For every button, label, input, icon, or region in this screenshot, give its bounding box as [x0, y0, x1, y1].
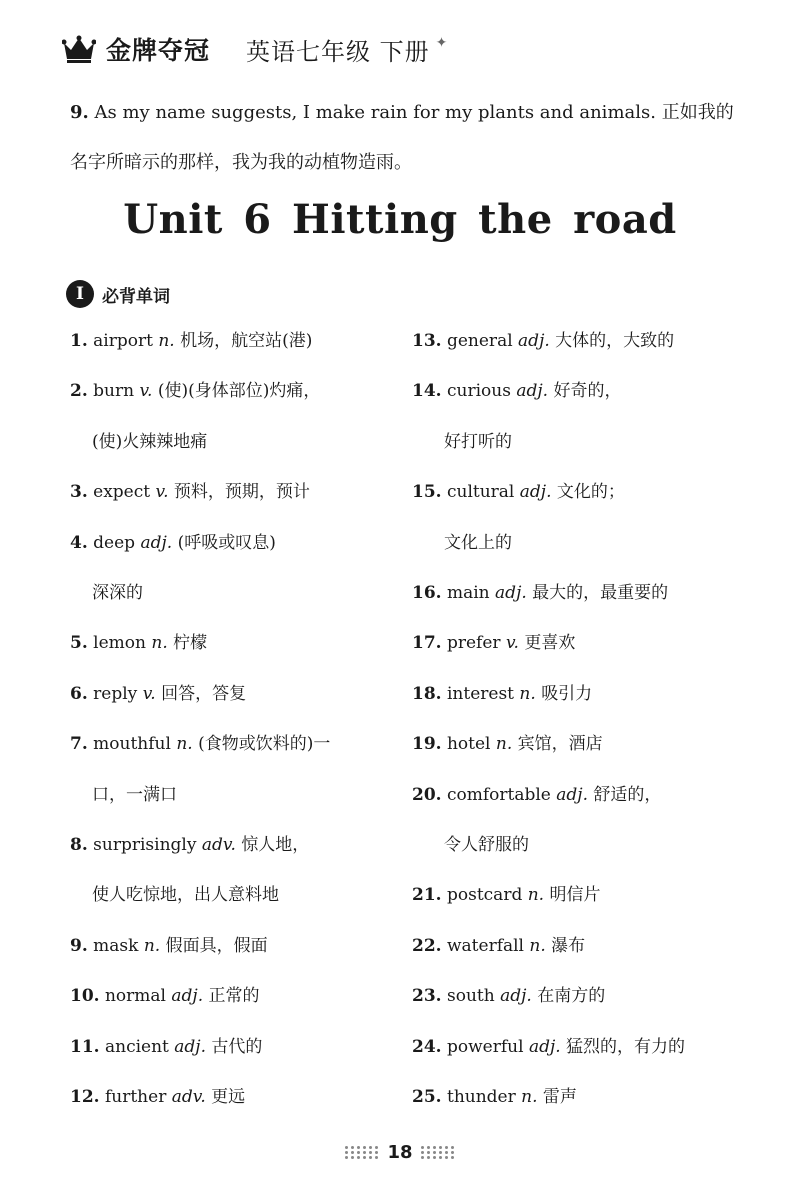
vocab-number: 11. [70, 1036, 100, 1057]
vocab-meaning: 好奇的， [553, 381, 622, 402]
vocab-number: 25. [412, 1087, 442, 1108]
vocab-number: 13. [412, 331, 442, 351]
vocab-word: waterfall [446, 935, 524, 956]
vocab-word: burn [93, 381, 135, 402]
sparkle-icon: ✦ [435, 35, 448, 51]
vocab-pos: n. [176, 734, 193, 755]
vocab-pos: adj. [140, 532, 173, 553]
vocab-number: 21. [412, 885, 442, 906]
vocab-meaning-continued: 文化上的 [444, 532, 512, 553]
vocab-entry [70, 467, 400, 517]
vocab-meaning: (食物或饮料的)一 [198, 734, 331, 755]
vocab-entry [70, 618, 400, 668]
vocab-pos: adj. [518, 331, 550, 351]
vocab-meaning: 文化的； [556, 482, 625, 503]
vocab-number: 16. [412, 583, 442, 604]
vocab-word: comfortable [446, 784, 551, 805]
vocab-entry [70, 719, 400, 769]
vocab-pos: adj. [556, 784, 588, 805]
vocab-pos: adj. [495, 583, 527, 604]
dots-ornament-right [421, 1146, 455, 1159]
vocab-word: curious [446, 381, 511, 402]
vocab-entry [412, 568, 742, 618]
section-title: 必背单词 [102, 286, 170, 307]
vocab-meaning: 预料，预期，预计 [173, 482, 310, 503]
vocab-pos: v. [142, 683, 156, 704]
vocab-pos: adv. [171, 1087, 206, 1108]
vocab-meaning: 惊人地， [241, 835, 310, 856]
vocab-pos: v. [139, 381, 153, 402]
vocab-meaning: 明信片 [549, 885, 601, 906]
vocab-number: 24. [412, 1036, 442, 1057]
vocab-pos: adj. [519, 482, 552, 503]
vocab-word: main [446, 583, 490, 604]
vocab-entry [70, 1022, 400, 1072]
vocab-meaning-continued: (使)火辣辣地痛 [92, 431, 208, 452]
vocab-number: 23. [412, 986, 442, 1007]
page-number: 18 [387, 1142, 413, 1163]
vocab-pos: adj. [528, 1036, 561, 1057]
vocab-column-right [412, 316, 742, 1123]
vocab-entry [412, 1022, 742, 1072]
vocab-pos: n. [143, 935, 161, 956]
section-heading [66, 280, 170, 308]
vocab-number: 18. [412, 683, 442, 704]
vocab-number: 1. [70, 331, 88, 351]
vocab-pos: adv. [201, 835, 236, 856]
vocab-number: 2. [70, 381, 88, 402]
vocab-meaning: 假面具，假面 [165, 935, 268, 956]
vocab-entry [412, 870, 742, 920]
vocab-pos: n. [495, 734, 513, 755]
vocab-meaning: 回答，答复 [161, 683, 247, 704]
vocab-entry [70, 820, 400, 870]
vocab-number: 5. [70, 633, 88, 654]
vocab-number: 7. [70, 734, 88, 755]
vocab-word: surprisingly [93, 835, 197, 856]
section-badge: Ⅰ [66, 280, 94, 308]
vocab-entry [70, 316, 400, 366]
vocab-entry [70, 1072, 400, 1122]
vocab-meaning: (呼吸或叹息) [177, 532, 276, 553]
vocab-entry [412, 366, 742, 416]
vocab-meaning-continued: 口，一满口 [92, 784, 177, 805]
vocab-entry [412, 1072, 742, 1122]
vocab-number: 20. [412, 784, 442, 805]
vocab-number: 19. [412, 734, 442, 755]
intro-text-cn: 正如我的名字所暗示的那样，我为我的动植物造雨。 [70, 102, 734, 173]
vocab-entry [412, 618, 742, 668]
vocab-word: powerful [446, 1036, 524, 1057]
vocab-meaning: 柠檬 [173, 633, 208, 654]
vocab-meaning: 最大的，最重要的 [532, 583, 669, 604]
book-title: 英语七年级 下册 [246, 37, 430, 66]
vocab-number: 8. [70, 835, 88, 856]
vocab-meaning: 古代的 [211, 1036, 263, 1057]
vocab-pos: n. [158, 331, 175, 351]
vocab-word: mask [93, 935, 139, 956]
vocab-pos: n. [527, 885, 545, 906]
vocab-meaning: 宾馆，酒店 [517, 734, 603, 755]
vocab-number: 3. [70, 482, 88, 503]
vocab-entry [412, 921, 742, 971]
brand-name: 金牌夺冠 [106, 36, 211, 65]
intro-text-en: As my name suggests, I make rain for my plants and animals. [94, 102, 656, 123]
vocab-pos: adj. [171, 986, 204, 1007]
vocab-word: ancient [104, 1036, 169, 1057]
vocab-word: expect [93, 482, 151, 503]
vocab-number: 14. [412, 381, 442, 402]
vocab-pos: adj. [500, 986, 532, 1007]
vocab-word: general [446, 331, 513, 351]
vocab-entry [70, 518, 400, 568]
vocab-word: prefer [446, 633, 501, 654]
vocab-entry [412, 770, 742, 820]
intro-number: 9. [70, 102, 89, 123]
vocab-word: hotel [446, 734, 491, 755]
vocab-word: mouthful [93, 734, 171, 755]
vocab-number: 15. [412, 482, 442, 503]
vocab-entry [412, 971, 742, 1021]
vocab-word: deep [93, 532, 136, 553]
vocab-word: south [446, 986, 495, 1007]
vocab-word: postcard [446, 885, 523, 906]
vocab-number: 17. [412, 633, 442, 654]
vocab-meaning: 在南方的 [537, 986, 606, 1007]
dots-ornament-left [345, 1146, 379, 1159]
vocab-entry [70, 971, 400, 1021]
vocab-meaning: 舒适的， [593, 784, 662, 805]
vocab-word: further [104, 1087, 167, 1108]
vocab-column-left [70, 316, 400, 1123]
vocab-meaning-continued: 好打听的 [444, 431, 512, 452]
vocab-meaning: 更喜欢 [524, 633, 576, 654]
vocab-pos: v. [155, 482, 169, 503]
vocab-entry [70, 921, 400, 971]
vocab-meaning: 机场，航空站(港) [180, 331, 313, 351]
vocab-meaning-continued: 使人吃惊地，出人意料地 [92, 885, 279, 906]
vocab-entry [412, 669, 742, 719]
vocab-word: interest [446, 683, 515, 704]
vocab-number: 4. [70, 532, 88, 553]
vocab-pos: n. [151, 633, 168, 654]
crown-icon [62, 35, 96, 63]
vocab-entry [412, 719, 742, 769]
vocab-pos: adj. [174, 1036, 206, 1057]
vocab-word: airport [93, 331, 153, 351]
vocab-word: cultural [446, 482, 515, 503]
vocab-word: thunder [446, 1087, 516, 1108]
vocab-meaning: 更远 [211, 1087, 246, 1108]
vocab-number: 6. [70, 683, 88, 704]
page-header [62, 26, 447, 72]
vocab-number: 12. [70, 1087, 100, 1108]
vocab-number: 9. [70, 935, 88, 956]
vocab-word: reply [93, 683, 138, 704]
vocab-pos: v. [505, 633, 519, 654]
page-footer [0, 1142, 800, 1163]
vocab-meaning: 正常的 [208, 986, 260, 1007]
vocab-pos: adj. [516, 381, 549, 402]
vocab-word: normal [104, 986, 166, 1007]
vocab-meaning: 猛烈的，有力的 [566, 1036, 686, 1057]
vocab-word: lemon [93, 633, 146, 654]
vocab-entry [70, 366, 400, 416]
vocab-pos: n. [521, 1087, 538, 1108]
vocab-meaning-continued: 深深的 [92, 583, 143, 604]
vocab-meaning: 吸引力 [541, 683, 593, 704]
vocab-number: 10. [70, 986, 100, 1007]
vocab-meaning: (使)(身体部位)灼痛， [157, 381, 321, 402]
vocab-meaning-continued: 令人舒服的 [444, 835, 529, 856]
vocab-number: 22. [412, 935, 442, 956]
vocab-meaning: 雷声 [542, 1087, 577, 1108]
vocab-meaning: 大体的，大致的 [555, 331, 675, 351]
vocab-meaning: 瀑布 [551, 935, 586, 956]
vocab-entry [412, 316, 742, 366]
unit-title: Unit 6 Hitting the road [123, 196, 677, 243]
vocab-pos: n. [529, 935, 546, 956]
vocab-entry [412, 467, 742, 517]
vocab-pos: n. [519, 683, 536, 704]
vocab-entry [70, 669, 400, 719]
intro-sentence [70, 88, 740, 188]
